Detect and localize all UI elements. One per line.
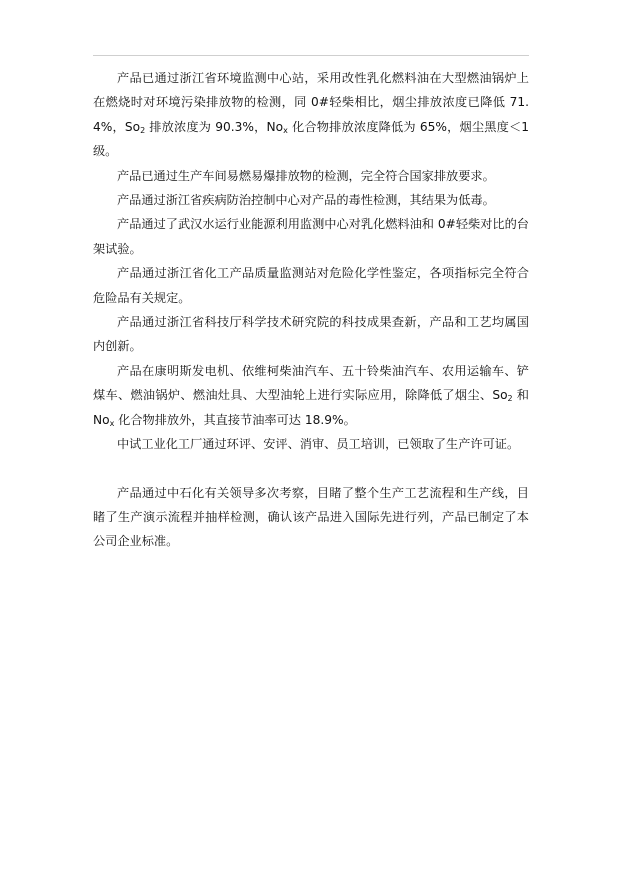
subscript-text: 2 xyxy=(140,125,146,135)
paragraph-spacer xyxy=(93,457,529,481)
paragraph-text: 化合物排放浓度降低为 65%，烟尘黑度＜1 级。 xyxy=(93,119,529,159)
header-rule xyxy=(93,55,529,56)
body-paragraph xyxy=(93,212,529,261)
body-paragraph xyxy=(93,66,529,164)
paragraph-text: 产品通过浙江省疾病防治控制中心对产品的毒性检测，其结果为低毒。 xyxy=(117,193,495,208)
paragraph-text: 产品通过浙江省化工产品质量监测站对危险化学性鉴定，各项指标完全符合危险品有关规定。 xyxy=(93,266,529,305)
subscript-text: x xyxy=(283,125,288,135)
paragraph-text: 产品通过了武汉水运行业能源利用监测中心对乳化燃料油和 0#轻柴对比的台架试验。 xyxy=(93,217,529,256)
subscript-text: 2 xyxy=(507,394,513,404)
body-paragraph xyxy=(93,261,529,310)
body-paragraph xyxy=(93,310,529,359)
paragraph-text: 化合物排放外，其直接节油率可达 18.9%。 xyxy=(114,412,356,427)
body-paragraph xyxy=(93,164,529,188)
body-paragraph xyxy=(93,481,529,554)
paragraph-text: 和 No xyxy=(93,388,529,427)
paragraph-text: 产品已通过生产车间易燃易爆排放物的检测，完全符合国家排放要求。 xyxy=(117,168,495,183)
body-paragraph xyxy=(93,188,529,212)
paragraph-text: 产品在康明斯发电机、依维柯柴油汽车、五十铃柴油汽车、农用运输车、铲煤车、燃油锅炉、燃油灶具、大型油轮上进行实际应用，除降低了烟尘、So xyxy=(93,363,529,403)
paragraph-text: 产品通过浙江省科技厅科学技术研究院的科技成果查新，产品和工艺均属国内创新。 xyxy=(93,315,529,354)
paragraph-text: 产品已通过浙江省环境监测中心站，采用改性乳化燃料油在大型燃油锅炉上在燃烧时对环境污染排放物的检测，同 0#轻柴相比，烟尘排放浓度已降低 71.4%，So xyxy=(93,71,529,134)
paragraph-text: 排放浓度为 90.3%，No xyxy=(145,119,284,134)
paragraph-text: 中试工业化工厂通过环评、安评、消审、员工培训，已领取了生产许可证。 xyxy=(117,437,520,452)
document-body xyxy=(93,66,529,554)
body-paragraph xyxy=(93,359,529,432)
paragraph-text: 产品通过中石化有关领导多次考察，目睹了整个生产工艺流程和生产线，目睹了生产演示流程并抽样检测，确认该产品进入国际先进行列，产品已制定了本公司企业标准。 xyxy=(93,485,529,549)
body-paragraph xyxy=(93,432,529,456)
subscript-text: x xyxy=(109,418,115,428)
